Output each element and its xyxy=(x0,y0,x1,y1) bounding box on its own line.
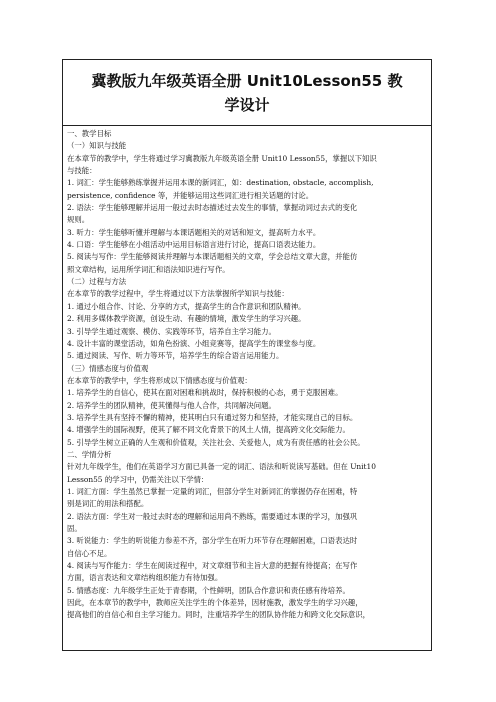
body-line: 自信心不足。 xyxy=(67,548,112,558)
title-line-2: 学设计 xyxy=(224,95,270,114)
body-line: 4. 设计丰富的课堂活动，如角色扮演、小组竞赛等，提高学生的课堂参与度。 xyxy=(67,338,321,348)
body-line: persistence, confidence 等，并能够运用这些词汇进行相关话题的讨论。 xyxy=(67,190,314,200)
body-line: 与技能： xyxy=(67,166,97,176)
document-title xyxy=(92,69,403,117)
body-line: 1. 词汇方面：学生虽然已掌握一定量的词汇，但部分学生对新词汇的掌握仍存在困难，特 xyxy=(67,486,358,496)
body-line: 在本章节的教学过程中，学生将通过以下方法掌握所学知识与技能： xyxy=(67,289,289,299)
body-line: 5. 引导学生树立正确的人生观和价值观，关注社会、关爱他人，成为有责任感的社会公民。 xyxy=(67,437,365,447)
body-line: 3. 引导学生通过观察、模仿、实践等环节，培养自主学习能力。 xyxy=(67,326,276,336)
body-line: 在本章节的教学中，学生将形成以下情感态度与价值观： xyxy=(67,375,252,385)
body-cell xyxy=(63,126,431,622)
body-line: 4. 口语：学生能够在小组活动中运用目标语言进行讨论，提高口语表达能力。 xyxy=(67,240,321,250)
body-line: 1. 培养学生的自信心，使其在面对困难和挑战时，保持积极的心态，勇于克服困难。 xyxy=(67,388,343,398)
body-line: 3. 培养学生具有坚持不懈的精神，使其明白只有通过努力和坚持，才能实现自己的目标。 xyxy=(67,412,358,422)
body-line: （二）过程与方法 xyxy=(67,277,127,287)
body-line: 3. 听说能力：学生的听说能力参差不齐，部分学生在听力环节存在理解困难，口语表达时 xyxy=(67,536,358,546)
body-line: 因此，在本章节的教学中，教师应关注学生的个体差异，因材施教，激发学生的学习兴趣， xyxy=(67,598,363,608)
title-line-1: 冀教版九年级英语全册 Unit10Lesson55 教 xyxy=(91,71,403,90)
body-line: 1. 词汇：学生能够熟练掌握并运用本课的新词汇，如：destination, obstacle, accomplish, xyxy=(67,178,374,188)
table-frame xyxy=(62,59,432,651)
body-line: 在本章节的教学中，学生将通过学习冀教版九年级英语全册 Unit10 Lesson55，掌握以下知识 xyxy=(67,153,377,163)
body-line: 5. 阅读与写作：学生能够阅读并理解与本课话题相关的文章，学会总结文章大意，并能仿 xyxy=(67,252,358,262)
body-line: 4. 阅读与写作能力：学生在阅读过程中，对文章细节和主旨大意的把握有待提高；在写作 xyxy=(67,561,358,571)
body-line: 提高他们的自信心和自主学习能力。同时，注重培养学生的团队协作能力和跨文化交际意识， xyxy=(67,610,371,620)
body-line: （一）知识与技能 xyxy=(67,141,127,151)
title-cell xyxy=(63,60,431,126)
body-line: Lesson55 的学习中，仍需关注以下学情： xyxy=(67,474,209,484)
body-line: 3. 听力：学生能够听懂并理解与本课话题相关的对话和短文，提高听力水平。 xyxy=(67,227,321,237)
body-line: 方面，语言表达和文章结构组织能力有待加强。 xyxy=(67,573,223,583)
body-line: 2. 培养学生的团队精神，使其懂得与他人合作，共同解决问题。 xyxy=(67,400,276,410)
body-line: 针对九年级学生，他们在英语学习方面已具备一定的词汇、语法和听说读写基础。但在 Unit10 xyxy=(67,462,376,472)
body-line: 规则。 xyxy=(67,215,90,225)
body-line: 照文章结构，运用所学词汇和语法知识进行写作。 xyxy=(67,264,230,274)
body-line: 2. 利用多媒体教学资源，创设生动、有趣的情境，激发学生的学习兴趣。 xyxy=(67,314,306,324)
body-line: 固。 xyxy=(67,524,82,533)
body-line: （三）情感态度与价值观 xyxy=(67,363,149,373)
body-line: 二、学情分析 xyxy=(67,449,112,459)
body-line: 5. 情感态度：九年级学生正处于青春期，个性鲜明，团队合作意识和责任感有待培养。 xyxy=(67,585,350,595)
body-line: 1. 通过小组合作、讨论、分享的方式，提高学生的合作意识和团队精神。 xyxy=(67,301,306,311)
body-line: 5. 通过阅读、写作、听力等环节，培养学生的综合语言运用能力。 xyxy=(67,351,284,361)
body-line: 2. 语法方面：学生对一般过去时态的理解和运用尚不熟练，需要通过本课的学习，加强巩 xyxy=(67,511,358,521)
body-line: 4. 增强学生的国际视野，使其了解不同文化背景下的风土人情，提高跨文化交际能力。 xyxy=(67,425,350,435)
body-line: 一、教学目标 xyxy=(67,129,112,138)
body-line: 2. 语法：学生能够理解并运用一般过去时态描述过去发生的事情，掌握动词过去式的变化 xyxy=(67,203,358,213)
body-line: 别是词汇的用法和搭配。 xyxy=(67,499,149,509)
